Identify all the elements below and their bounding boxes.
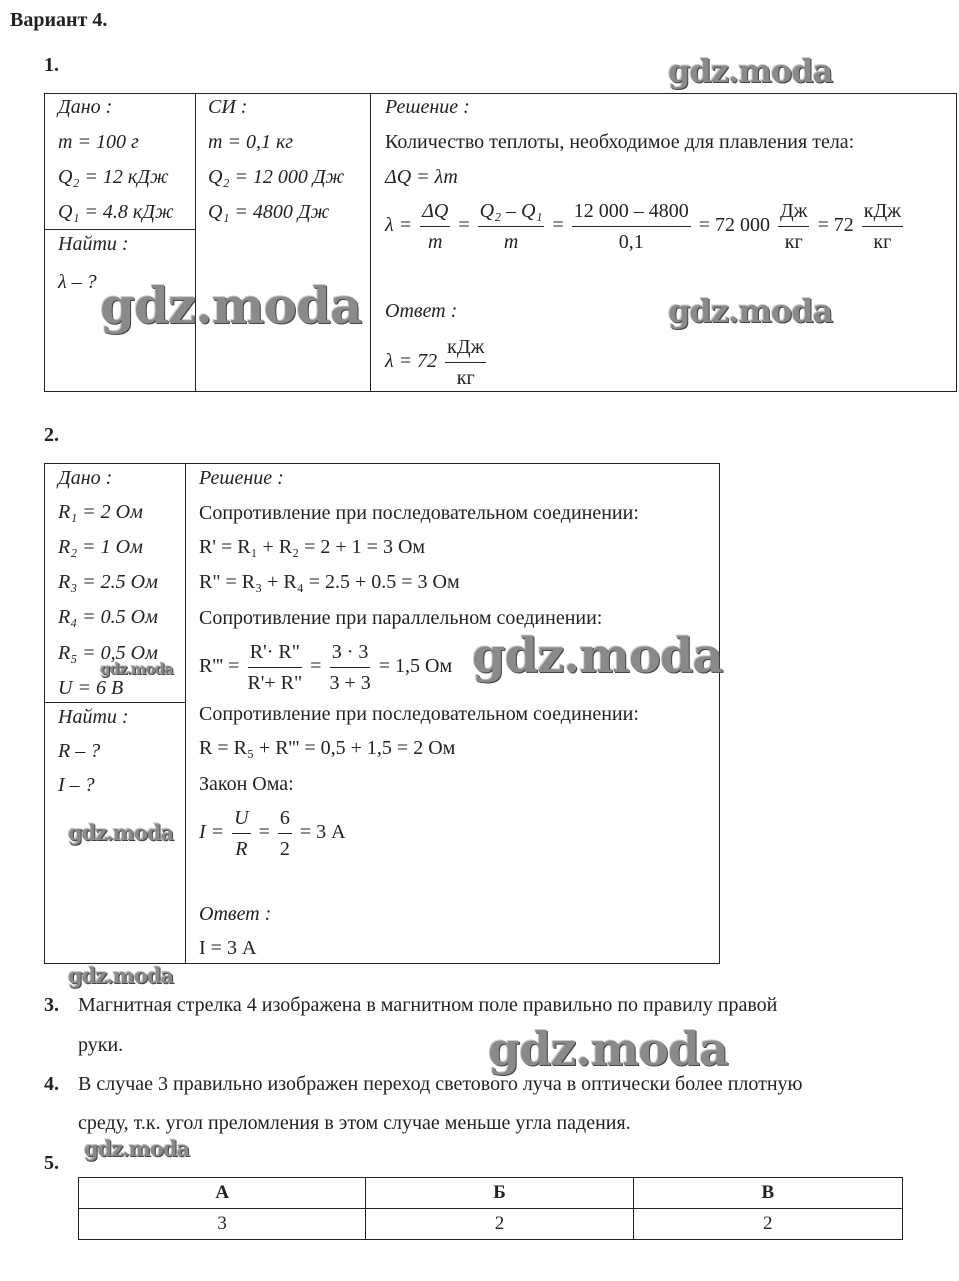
numerator: 3 · 3 xyxy=(330,637,371,668)
denominator: 2 xyxy=(279,838,290,860)
problem-1-number: 1. xyxy=(44,54,59,76)
table-header-row xyxy=(79,1178,903,1209)
eq-part: = 1,5 Ом xyxy=(378,655,453,678)
problem-2-number: 2. xyxy=(44,424,59,446)
equation-lambda xyxy=(385,196,906,257)
find-item: R – ? xyxy=(58,740,101,762)
numerator: U xyxy=(232,803,250,834)
eq-part: I = xyxy=(199,821,225,844)
denominator: кг xyxy=(456,367,475,389)
equation: R' = R₁ + R₂ = 2 + 1 = 3 Ом xyxy=(199,536,426,558)
problem-4-text: В случае 3 правильно изображен переход светового луча в оптически более плотную xyxy=(78,1073,803,1095)
eq-part: λ = 72 xyxy=(385,350,438,373)
given-item: R₂ = 1 Ом xyxy=(58,536,143,558)
watermark: gdz.moda xyxy=(68,820,174,845)
fraction xyxy=(445,332,486,393)
watermark: gdz.moda xyxy=(488,1022,728,1076)
denominator: m xyxy=(503,231,519,253)
divider xyxy=(370,93,371,391)
given-item: R₃ = 2.5 Ом xyxy=(58,571,158,593)
find-heading: Найти : xyxy=(58,233,129,255)
numerator: R'· R" xyxy=(248,637,302,668)
fraction xyxy=(329,637,370,698)
denominator: R'+ R" xyxy=(247,672,303,694)
equation: ΔQ = λm xyxy=(385,166,458,188)
fraction xyxy=(278,803,292,864)
eq-part: = 72 000 xyxy=(698,214,770,237)
denominator: R xyxy=(235,838,248,860)
solution-heading: Решение : xyxy=(199,467,284,489)
problem-4-number: 4. xyxy=(44,1073,59,1095)
eq-part: = xyxy=(552,214,564,237)
divider xyxy=(44,702,185,703)
header-cell: А xyxy=(79,1178,366,1209)
watermark: gdz.moda xyxy=(84,1136,190,1161)
denominator: m xyxy=(428,231,443,253)
fraction xyxy=(420,196,450,257)
fraction xyxy=(862,196,903,257)
denominator: 3 + 3 xyxy=(329,672,371,694)
answer-equation xyxy=(385,332,489,393)
problem-5-number: 5. xyxy=(44,1152,59,1174)
solution-text: Сопротивление при последовательном соединении: xyxy=(199,703,639,725)
answer-heading: Ответ : xyxy=(199,903,272,925)
solution-heading: Решение : xyxy=(385,96,470,118)
solution-text: Сопротивление при параллельном соединении: xyxy=(199,607,603,629)
problem-3-number: 3. xyxy=(44,994,59,1016)
numerator: 12 000 – 4800 xyxy=(572,196,691,227)
numerator: 6 xyxy=(278,803,292,834)
variant-title: Вариант 4. xyxy=(10,9,108,31)
si-item: Q₁ = 4800 Дж xyxy=(208,201,330,223)
watermark: gdz.moda xyxy=(668,292,833,330)
given-item: U = 6 В xyxy=(58,677,124,699)
watermark: gdz.moda xyxy=(68,963,174,988)
answer-text: I = 3 А xyxy=(199,937,257,959)
denominator: кг xyxy=(873,231,892,253)
equation: R" = R₃ + R₄ = 2.5 + 0.5 = 3 Ом xyxy=(199,571,460,593)
header-cell: В xyxy=(633,1178,902,1209)
find-item: I – ? xyxy=(58,774,95,796)
watermark: gdz.moda xyxy=(100,660,173,678)
table-cell: 3 xyxy=(79,1209,366,1240)
problem-3-text: руки. xyxy=(78,1034,124,1056)
fraction xyxy=(247,637,302,698)
divider xyxy=(195,93,196,391)
equation-parallel xyxy=(199,637,452,698)
fraction xyxy=(778,196,809,257)
numerator: кДж xyxy=(862,196,903,227)
problem-3-text: Магнитная стрелка 4 изображена в магнитном поле правильно по правилу правой xyxy=(78,994,778,1016)
answer-table xyxy=(78,1177,903,1240)
solution-text: Сопротивление при последовательном соединении: xyxy=(199,502,639,524)
watermark: gdz.moda xyxy=(472,628,723,684)
fraction xyxy=(572,196,691,257)
given-item: R₁ = 2 Ом xyxy=(58,501,143,523)
numerator: кДж xyxy=(445,332,486,363)
solution-text: Количество теплоты, необходимое для плавления тела: xyxy=(385,131,855,153)
equation: R = R₅ + R''' = 0,5 + 1,5 = 2 Ом xyxy=(199,737,456,759)
si-item: m = 0,1 кг xyxy=(208,131,294,153)
eq-part: = xyxy=(310,655,322,678)
eq-part: λ = xyxy=(385,214,413,237)
fraction xyxy=(232,803,250,864)
table-cell: 2 xyxy=(633,1209,902,1240)
given-item: Q₂ = 12 кДж xyxy=(58,166,169,188)
problem-4-text: среду, т.к. угол преломления в этом случае меньше угла падения. xyxy=(78,1112,631,1134)
watermark: gdz.moda xyxy=(668,52,833,90)
given-heading: Дано : xyxy=(58,96,113,118)
numerator: Дж xyxy=(778,196,809,227)
eq-part: = 3 А xyxy=(299,821,346,844)
header-cell: Б xyxy=(366,1178,633,1209)
numerator: ΔQ xyxy=(420,196,450,227)
divider xyxy=(44,229,195,230)
given-item: m = 100 г xyxy=(58,131,139,153)
divider xyxy=(185,463,186,963)
eq-part: = xyxy=(258,821,270,844)
denominator: кг xyxy=(784,231,803,253)
fraction xyxy=(478,196,545,257)
table-row xyxy=(79,1209,903,1240)
given-heading: Дано : xyxy=(58,467,113,489)
given-item: Q₁ = 4.8 кДж xyxy=(58,201,174,223)
solution-text: Закон Ома: xyxy=(199,773,294,795)
eq-part: = 72 xyxy=(817,214,854,237)
denominator: 0,1 xyxy=(618,231,644,253)
find-heading: Найти : xyxy=(58,706,129,728)
watermark: gdz.moda xyxy=(100,276,362,335)
given-item: R₄ = 0.5 Ом xyxy=(58,606,158,628)
given-item: R₅ = 0,5 Ом xyxy=(58,642,158,664)
eq-part: R''' = xyxy=(199,655,240,678)
find-item: λ – ? xyxy=(58,271,97,293)
table-cell: 2 xyxy=(366,1209,633,1240)
numerator: Q₂ – Q₁ xyxy=(478,196,545,227)
answer-heading: Ответ : xyxy=(385,300,458,322)
si-item: Q₂ = 12 000 Дж xyxy=(208,166,345,188)
equation-ohm xyxy=(199,803,346,864)
eq-part: = xyxy=(458,214,470,237)
si-heading: СИ : xyxy=(208,96,248,118)
